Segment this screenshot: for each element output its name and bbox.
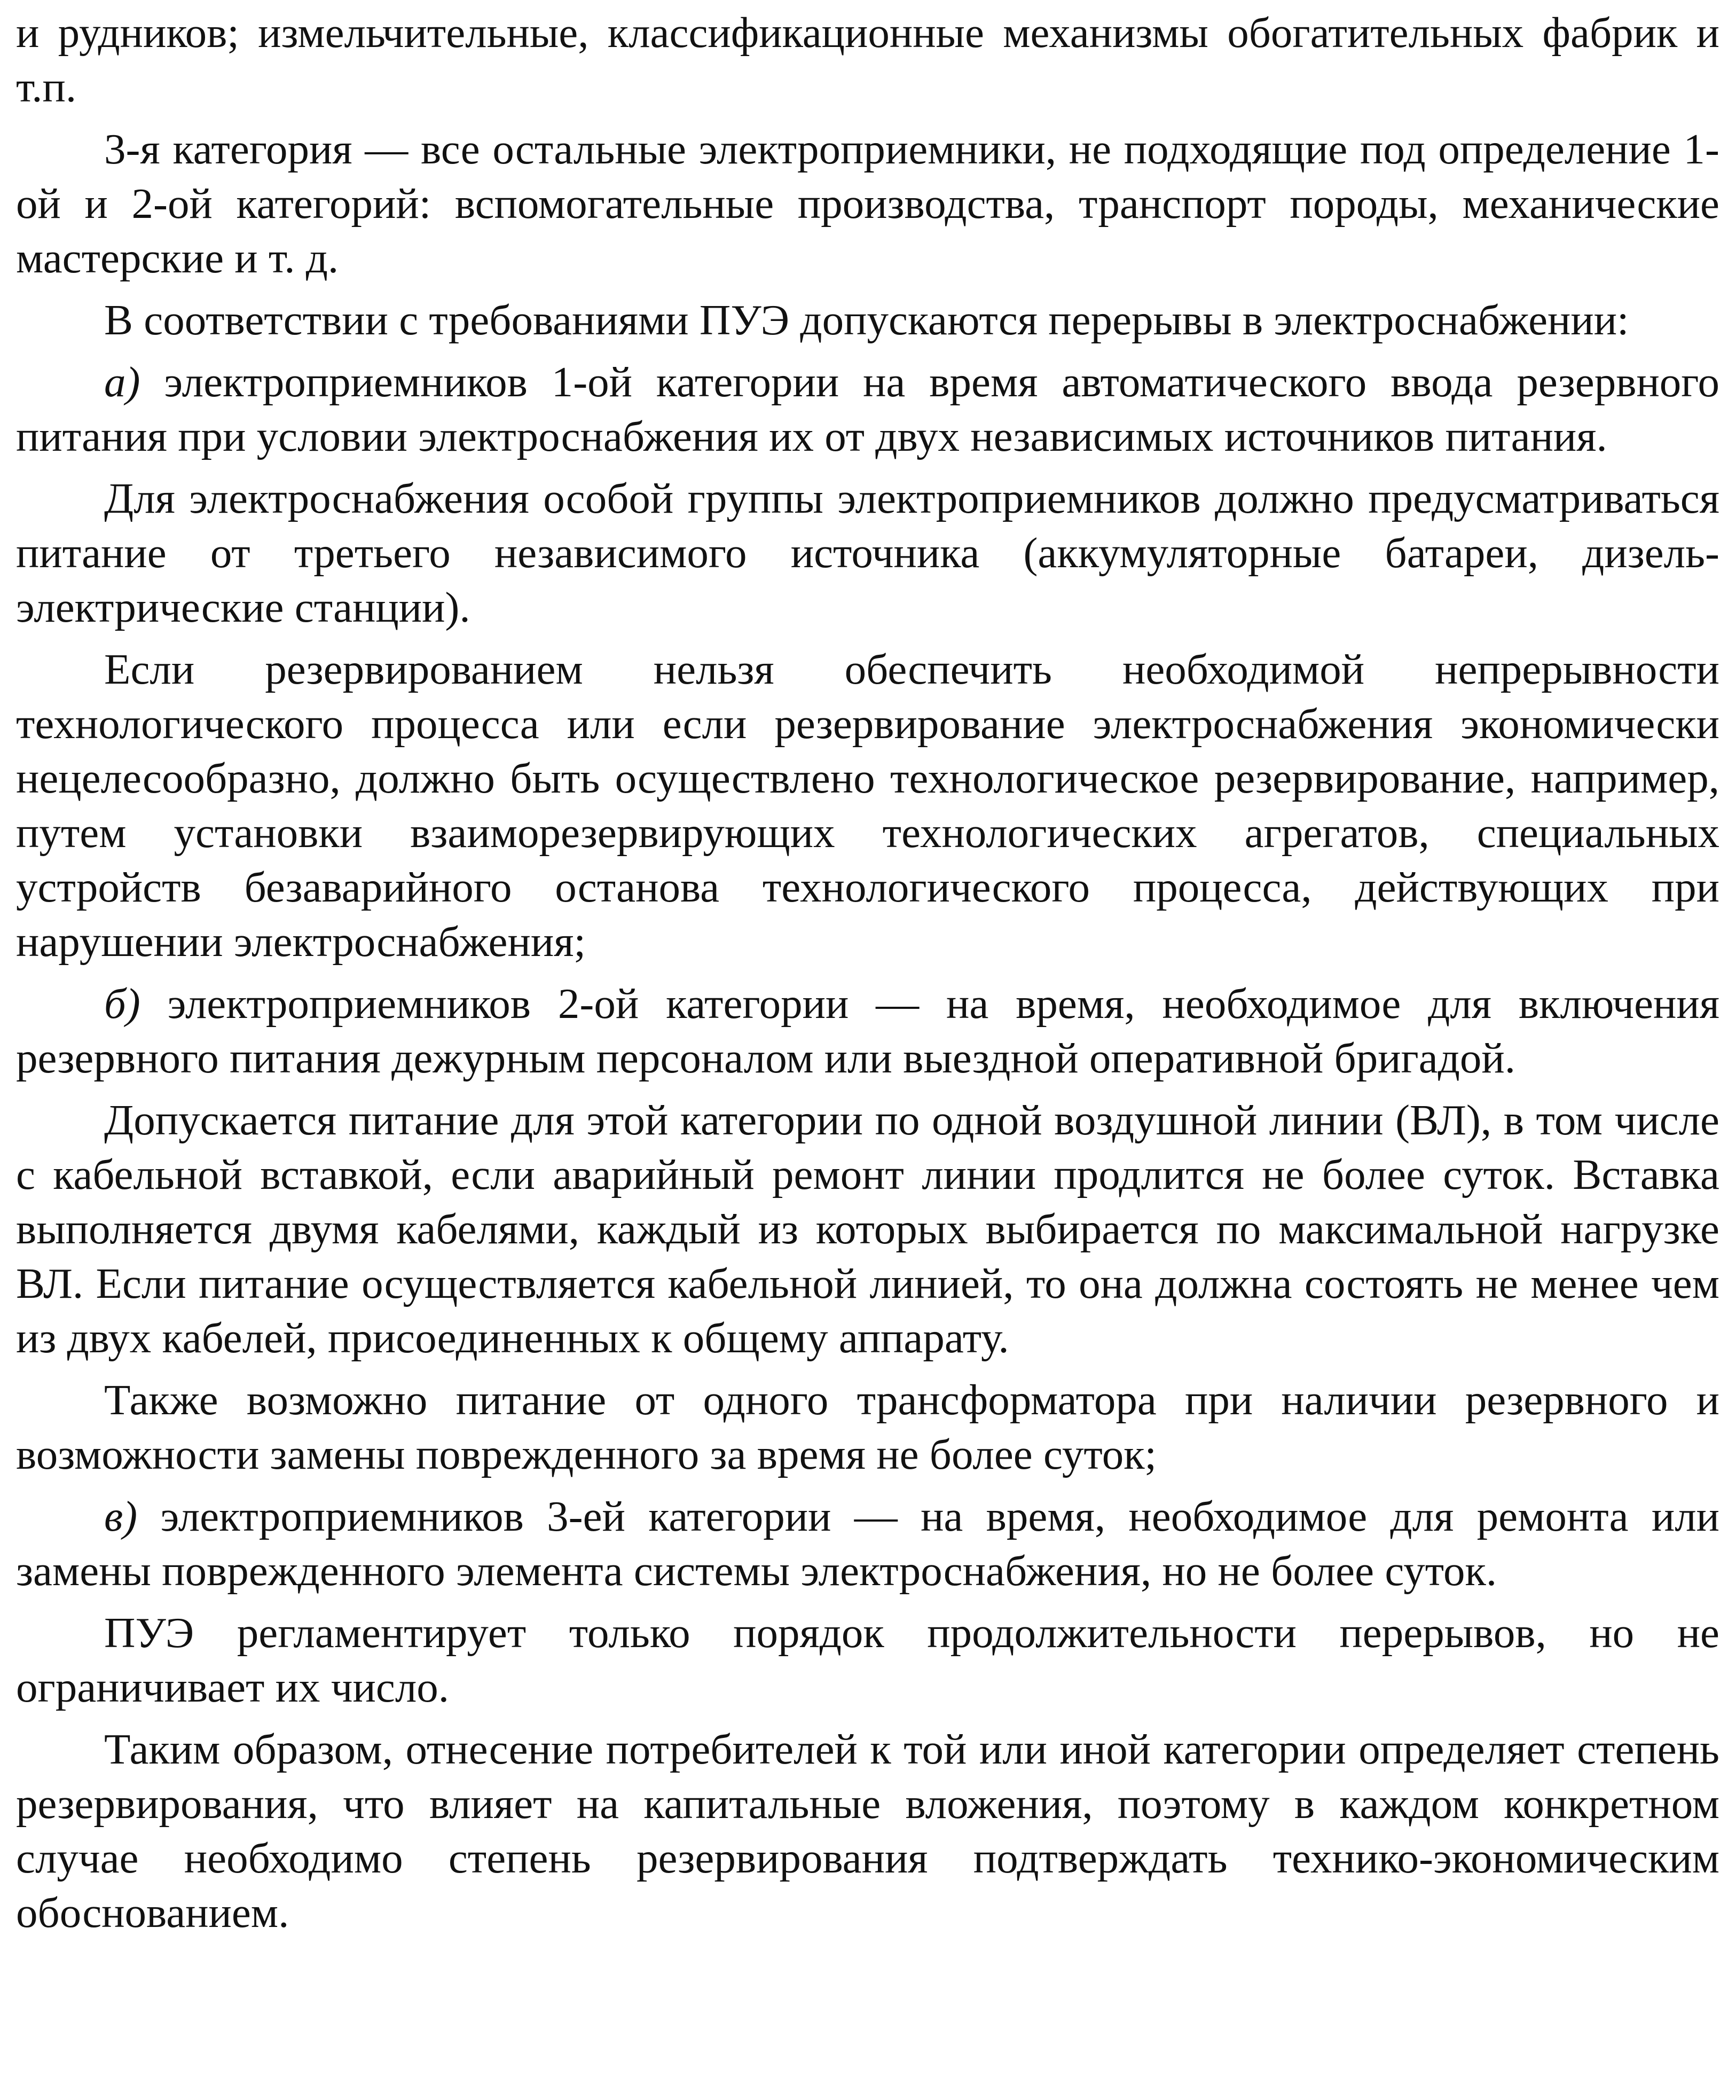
paragraph-item-b-text: электроприемников 2-ой категории — на время, необходимое для включения резервного питания дежурным персоналом или выездной оперативной бригадой. xyxy=(16,980,1719,1082)
paragraph-pue-limits: ПУЭ регламентирует только порядок продолжительности перерывов, но не ограничивает их число. xyxy=(16,1609,1719,1711)
paragraph-continued-mines: и рудников; измельчительные, классификационные механизмы обогатительных фабрик и т.п. xyxy=(16,9,1719,111)
paragraph-item-v xyxy=(16,1489,1719,1598)
list-marker-v: в) xyxy=(104,1492,138,1540)
paragraph-overhead-line: Допускается питание для этой категории по одной воздушной линии (ВЛ), в том числе с кабельной вставкой, если аварийный ремонт линии продлится не более суток. Вставка выполняется двумя кабелями, каждый из которых выбирается по максимальной нагрузке ВЛ. Если питание осуществляется кабельной линией, то она должна состоять не менее чем из двух кабелей, присоединенных к общему аппарату. xyxy=(16,1096,1719,1362)
paragraph-special-group: Для электроснабжения особой группы электроприемников должно предусматриваться питание от третьего независимого источника (аккумуляторные батареи, дизель-электрические станции). xyxy=(16,474,1719,631)
paragraph-transformer: Также возможно питание от одного трансформатора при наличии резервного и возможности замены поврежденного за время не более суток; xyxy=(16,1376,1719,1478)
paragraph-tech-reserve: Если резервированием нельзя обеспечить необходимой непрерывности технологического процесса или если резервирование электроснабжения экономически нецелесообразно, должно быть осуществлено технологическое резервирование, например, путем установки взаиморезервирующих технологических агрегатов, специальных устройств безаварийного останова технологического процесса, действующих при нарушении электроснабжения; xyxy=(16,645,1719,966)
paragraph-item-v-text: электроприемников 3-ей категории — на время, необходимое для ремонта или замены поврежденного элемента системы электроснабжения, но не более суток. xyxy=(16,1492,1719,1595)
paragraph-item-a-text: электроприемников 1-ой категории на время автоматического ввода резервного питания при условии электроснабжения их от двух независимых источников питания. xyxy=(16,358,1719,460)
paragraph-item-a xyxy=(16,355,1719,464)
paragraph-category-3: 3-я категория — все остальные электроприемники, не подходящие под определение 1-ой и 2-ой категорий: вспомогательные производства, транспорт породы, механические мастерские и т. д. xyxy=(16,125,1719,282)
list-marker-b: б) xyxy=(104,980,140,1028)
paragraph-conclusion: Таким образом, отнесение потребителей к той или иной категории определяет степень резервирования, что влияет на капитальные вложения, поэтому в каждом конкретном случае необходимо степень резервирования подтверждать технико-экономическим обоснованием. xyxy=(16,1725,1719,1937)
document-page xyxy=(16,5,1719,1947)
list-marker-a: а) xyxy=(104,358,140,406)
paragraph-item-b xyxy=(16,976,1719,1085)
paragraph-pue-intro: В соответствии с требованиями ПУЭ допускаются перерывы в электроснабжении: xyxy=(104,296,1629,344)
